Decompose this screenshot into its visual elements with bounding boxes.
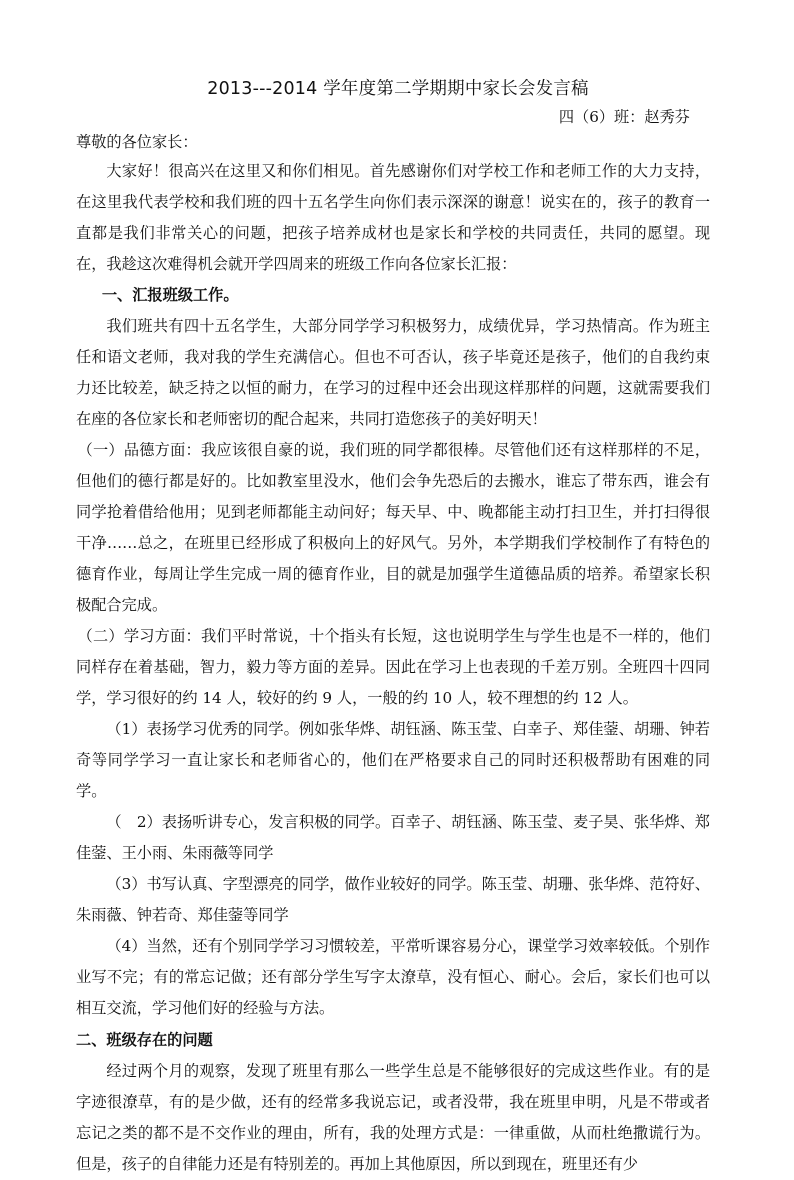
study-paragraph: （二）学习方面：我们平时常说，十个指头有长短，这也说明学生与学生也是不一样的，他们同样存在着基础，智力，毅力等方面的差异。因此在学习上也表现的千差万别。全班四十四同学，学习很好的约 14 人，较好的约 9 人，一般的约 10 人，较不理想的约 12 人。: [76, 627, 710, 707]
study-item-1: （1）表扬学习优秀的同学。例如张华烨、胡钰涵、陈玉莹、白幸子、郑佳蓥、胡珊、钟若奇等同学学习一直让家长和老师省心的，他们在严格要求自己的同时还积极帮助有困难的同学。: [76, 720, 710, 800]
section1-heading: 一、汇报班级工作。: [101, 286, 239, 304]
section2-paragraph: 经过两个月的观察，发现了班里有那么一些学生总是不能够很好的完成这些作业。有的是字迹很潦草，有的是少做，还有的经常多我说忘记，或者没带，我在班里申明，凡是不带或者忘记之类的都不是不交作业的理由，所有，我的处理方式是：一律重做，从而杜绝撒谎行为。但是，孩子的自律能力还是有特别差的。再加上其他原因，所以到现在，班里还有少: [76, 1062, 710, 1173]
section2-heading: 二、班级存在的问题: [76, 1031, 213, 1049]
section1-paragraph: 我们班共有四十五名学生，大部分同学学习积极努力，成绩优异，学习热情高。作为班主任和语文老师，我对我的学生充满信心。但也不可否认，孩子毕竟还是孩子，他们的自我约束力还比较差，缺乏持之以恒的耐力，在学习的过程中还会出现这样那样的问题，这就需要我们在座的各位家长和老师密切的配合起来，共同打造您孩子的美好明天！: [76, 317, 710, 428]
study-item-3: （3）书写认真、字型漂亮的同学，做作业较好的同学。陈玉莹、胡珊、张华烨、范符好、朱雨薇、钟若奇、郑佳蓥等同学: [76, 875, 710, 924]
greeting: 尊敬的各位家长：: [76, 133, 198, 151]
document-author: 四（6）班：赵秀芬: [558, 108, 690, 126]
study-item-4: （4）当然，还有个别同学学习习惯较差，平常听课容易分心，课堂学习效率较低。个别作业写不完；有的常忘记做；还有部分学生写字太潦草，没有恒心、耐心。会后，家长们也可以相互交流，学习他们好的经验与方法。: [76, 937, 710, 1017]
document-title: 2013---2014 学年度第二学期期中家长会发言稿: [207, 79, 589, 99]
study-item-2: （ 2）表扬听讲专心，发言积极的同学。百幸子、胡钰涵、陈玉莹、麦子昊、张华烨、郑佳蓥、王小雨、朱雨薇等同学: [76, 813, 710, 862]
intro-paragraph: 大家好！很高兴在这里又和你们相见。首先感谢你们对学校工作和老师工作的大力支持，在这里我代表学校和我们班的四十五名学生向你们表示深深的谢意！说实在的，孩子的教育一直都是我们非常关心的问题，把孩子培养成材也是家长和学校的共同责任，共同的愿望。现在，我趁这次难得机会就开学四周来的班级工作向各位家长汇报：: [76, 162, 710, 273]
moral-paragraph: （一）品德方面：我应该很自豪的说，我们班的同学都很棒。尽管他们还有这样那样的不足，但他们的德行都是好的。比如教室里没水，他们会争先恐后的去搬水，谁忘了带东西，谁会有同学抢着借给他用；见到老师都能主动问好；每天早、中、晚都能主动打扫卫生，并打扫得很干净……总之，在班里已经形成了积极向上的好风气。另外，本学期我们学校制作了有特色的德育作业，每周让学生完成一周的德育作业，目的就是加强学生道德品质的培养。希望家长积极配合完成。: [76, 441, 710, 614]
